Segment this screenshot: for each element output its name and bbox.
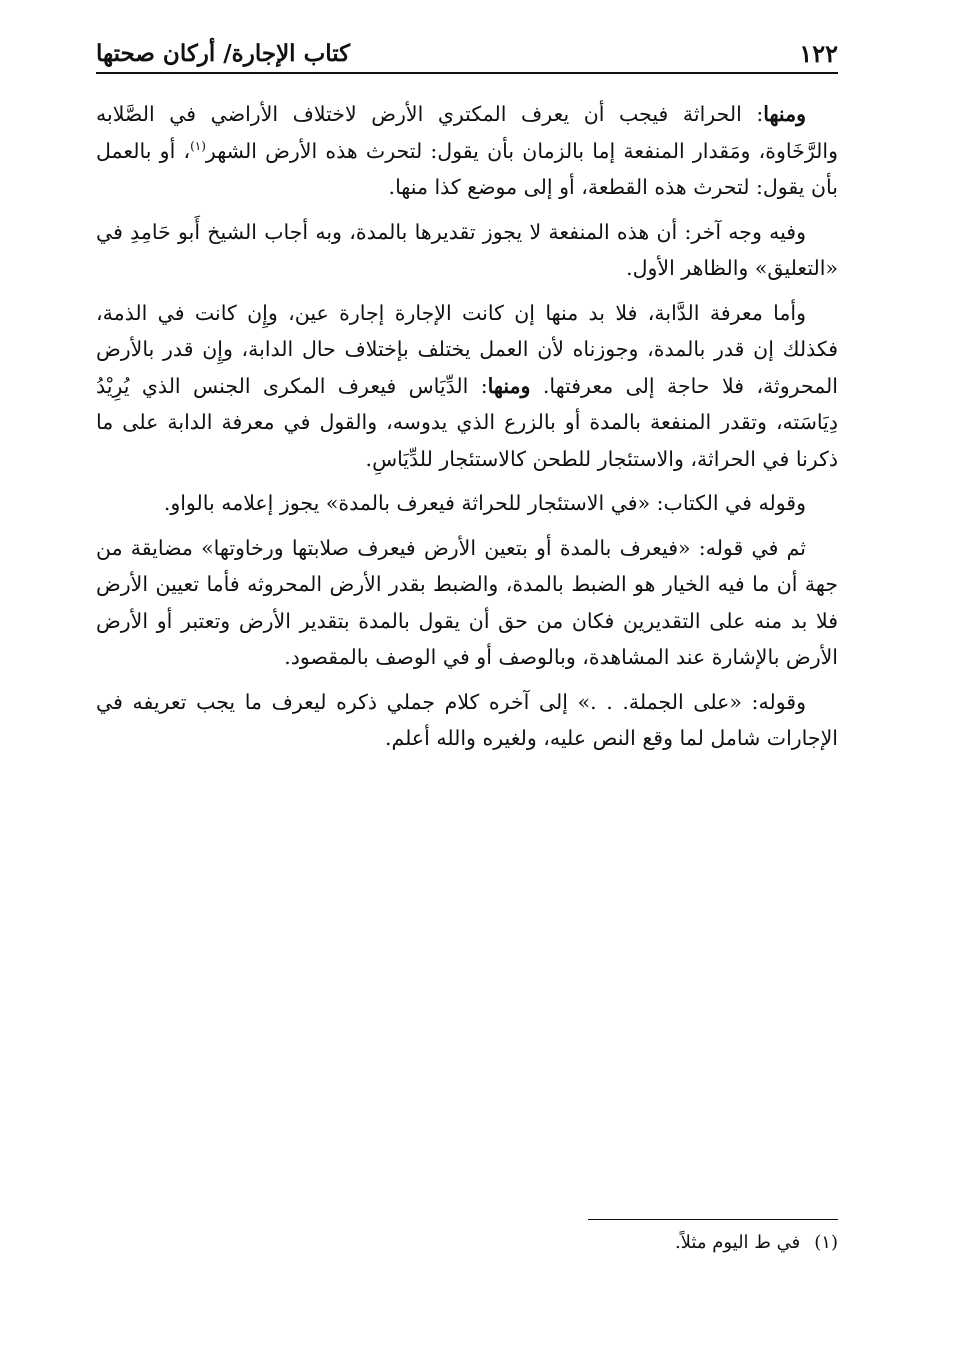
paragraph-5: ثم في قوله: «فيعرف بالمدة أو بتعين الأرض فيعرف صلابتها ورخاوتها» مضايقة من جهة أن ما فيه الخيار هو الضبط بالمدة، والضبط بقدر الأرض المحروثه فأما تعيين الأرض فلا بد منه على التقديرين فكان من حق أن يقول بالمدة بتقدير الأرض وتعتبر أو الأرض الأرض بالإشارة عند المشاهدة، وبالوصف أو في الوصف بالمقصود. [96, 535, 838, 669]
keyword-minha: ومنها [763, 102, 806, 126]
paragraph-1-text-b: ، أو بالعمل بأن يقول: لتحرث هذه القطعة، أو إلى موضع كذا منها. [96, 138, 838, 199]
running-title: كتاب الإجارة/ أركان صحتها [96, 40, 351, 67]
footnote-reference: (١) [190, 138, 206, 153]
paragraph-1-text-a: : الحراثة فيجب أن يعرف المكتري الأرض لاختلاف الأراضي في الصَّلابه والرَّخَاوة، ومَقدار المنفعة إما بالزمان بأن يقول: لتحرث هذه الأرض الشهر [96, 102, 838, 163]
paragraph-6: وقوله: «على الجملة. . .» إلى آخره كلام جملي ذكره ليعرف ما يجب تعريفه في الإجارات شامل لما وقع النص عليه، ولغيره والله أعلم. [96, 689, 838, 750]
paragraph-4: وقوله في الكتاب: «في الاستئجار للحراثة فيعرف بالمدة» يجوز إعلامه بالواو. [163, 491, 806, 515]
header-rule [96, 72, 838, 74]
footnote-marker: (١) [814, 1232, 838, 1253]
footnote-text: في ط اليوم مثلاً. [674, 1232, 801, 1253]
paragraph-1 [96, 96, 838, 206]
footnote-separator [588, 1219, 838, 1220]
main-text [96, 96, 838, 765]
paragraph-3-text-a: وأما معرفة الدَّابة، فلا بد منها إن كانت الإجارة إجارة عين، وإِن كانت في الذمة، فكذلك إن قدر بالمدة، وجوزناه لأن العمل يختلف بإختلاف حال الدابة، وإِن قدر بالأرض المحروثة، فلا حاجة إلى معرفتها. [96, 300, 838, 398]
paragraph-3 [96, 295, 838, 478]
paragraph-3-text-b: : الدِّيَاس فيعرف المكرى الجنس الذي يُرِيْدُ دِيَاسَته، وتقدر المنفعة بالمدة أو بالزرع الذي يدوسه، والقول في معرفة الدابة على ما ذكرنا في الحراثة، والاستئجار للطحن كالاستئجار للدِّيَاسِ. [96, 373, 838, 471]
running-header [96, 34, 838, 74]
page-number: ١٢٢ [799, 39, 838, 68]
keyword-minha: ومنها [487, 373, 531, 398]
footnote [538, 1230, 838, 1256]
paragraph-2: وفيه وجه آخر: أن هذه المنفعة لا يجوز تقديرها بالمدة، وبه أجاب الشيخ أَبو حَامِدِ في «التعليق» والظاهر الأول. [96, 219, 838, 280]
